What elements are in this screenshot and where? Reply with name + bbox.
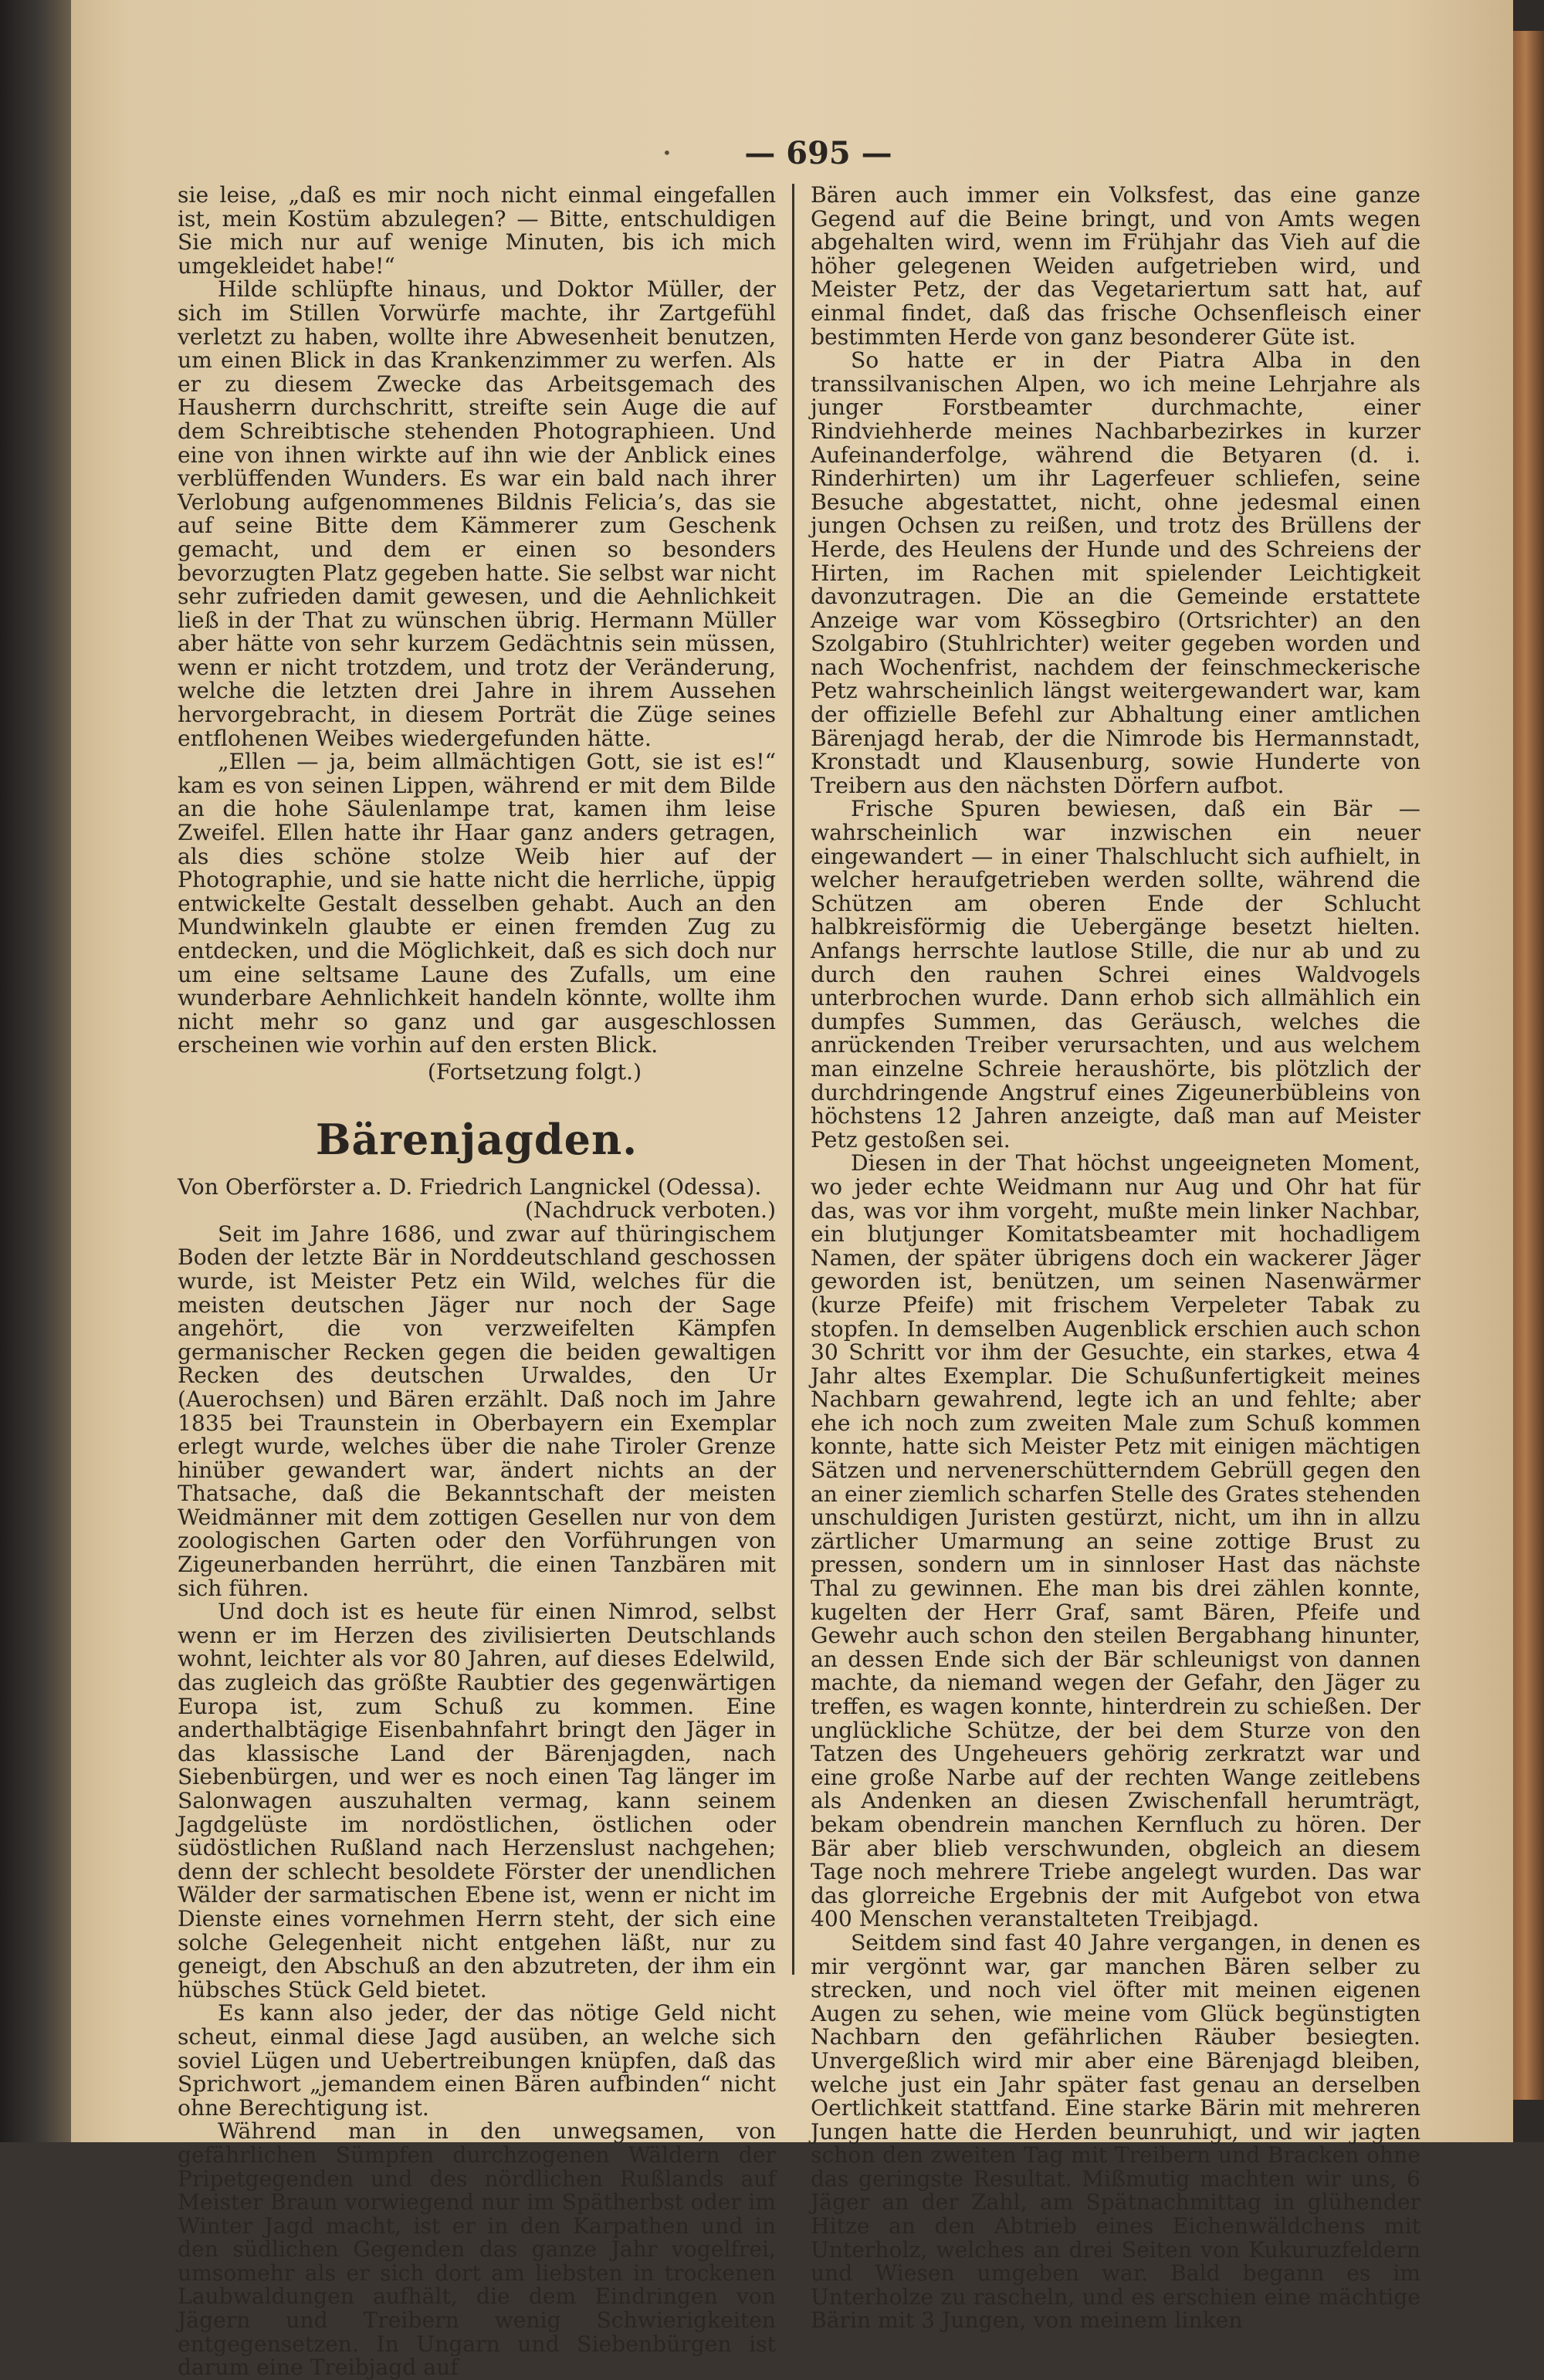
paragraph: Während man in den unwegsamen, von gefährlichen Sümpfen durchzogenen Wäldern der Pripetgegenden und des nördlichen Rußlands auf Meister Braun vorwiegend nur im Spätherbst oder im Winter Jagd macht, ist er in den Karpathen und in den südlichen Gegenden das ganze Jahr vogelfrei, umsomehr als er sich dort am liebsten in trockenen Laubwaldungen aufhält, die dem Eindringen von Jägern und Treibern wenig Schwierigkeiten entgegensetzen. In Ungarn und Siebenbürgen ist darum eine Treibjagd auf bbox=[178, 2118, 776, 2380]
paragraph: Seitdem sind fast 40 Jahre vergangen, in denen es mir vergönnt war, gar manchen Bären selber zu strecken, und noch viel öfter mit meinen eigenen Augen zu sehen, wie meine vom Glück begünstigten Nachbarn den gefährlichen Räuber besiegten. Unvergeßlich wird mir aber eine Bärenjagd bleiben, welche just ein Jahr später fast genau an derselben Oertlichkeit stattfand. Eine starke Bärin mit mehreren Jungen hatte die Herden beunruhigt, und wir jagten schon den zweiten Tag mit Treibern und Bracken ohne das geringste Resultat. Mißmutig machten wir uns, 6 Jäger an der Zahl, am Spätnachmittag in glühender Hitze an den Abtrieb eines Eichenwäldchens mit Unterholz, welches an drei Seiten von Kukuruzfeldern und Wiesen umgeben war. Bald begann es im Unterholze zu rascheln, und es erschien eine mächtige Bärin mit 3 Jungen, von meinem linken bbox=[811, 1929, 1420, 2334]
article-title: Bärenjagden. bbox=[315, 1114, 638, 1164]
paragraph: So hatte er in der Piatra Alba in den transsilvanischen Alpen, wo ich meine Lehrjahre als junger Forstbeamter durchmachte, einer Rindviehherde meines Nachbarbezirkes in kurzer Aufeinanderfolge, während die Betyaren (d. i. Rinderhirten) um ihr Lagerfeuer schliefen, seine Besuche abgestattet, nicht, ohne jedesmal einen jungen Ochsen zu reißen, und trotz des Brüllens der Herde, des Heulens der Hunde und des Schreiens der Hirten, im Rachen mit spielender Leichtigkeit davonzutragen. Die an die Gemeinde erstattete Anzeige war vom Kössegbiro (Ortsrichter) an den Szolgabiro (Stuhlrichter) weiter gegeben worden und nach Wochenfrist, nachdem der feinschmeckerische Petz wahrscheinlich längst weitergewandert war, kam der offizielle Befehl zur Abhaltung einer amtlichen Bärenjagd herab, der die Nimrode bis Hermannstadt, Kronstadt und Klausenburg, sowie Hunderte von Treibern aus den nächsten Dörfern aufbot. bbox=[811, 347, 1420, 798]
left-column bbox=[178, 184, 776, 2380]
paragraph: Bären auch immer ein Volksfest, das eine ganze Gegend auf die Beine bringt, und von Amts wegen abgehalten wird, wenn im Frühjahr das Vieh auf die höher gelegenen Weiden aufgetrieben wird, und Meister Petz, der das Vegetariertum satt hat, auf einmal findet, daß das frische Ochsenfleisch einer bestimmten Herde von ganz besonderer Güte ist. bbox=[811, 182, 1420, 350]
column-rule bbox=[792, 184, 794, 1975]
page-edge bbox=[1513, 31, 1544, 2100]
byline: Von Oberförster a. D. Friedrich Langnickel (Odessa). bbox=[178, 1173, 762, 1200]
paragraph: Frische Spuren bewiesen, daß ein Bär — wahrscheinlich war inzwischen ein neuer eingewandert — in einer Thalschlucht sich aufhielt, in welcher heraufgetrieben werden sollte, während die Schützen am oberen Ende der Schlucht halbkreisförmig die Uebergänge besetzt hielten. Anfangs herrschte lautlose Stille, die nur ab und zu durch den rauhen Schrei eines Waldvogels unterbrochen wurde. Dann erhob sich allmählich ein dumpfes Summen, das Geräusch, welches die anrückenden Treiber verursachten, und aus welchem man einzelne Schreie heraushörte, bis plötzlich der durchdringende Angstruf eines Zigeunerbübleins von höchstens 12 Jahren anzeigte, daß man auf Meister Petz gestoßen sei. bbox=[811, 796, 1420, 1153]
page-mark: • bbox=[662, 144, 672, 162]
paragraph: sie leise, „daß es mir noch nicht einmal eingefallen ist, mein Kostüm abzulegen? — Bitte, entschuldigen Sie mich nur auf wenige Minuten, bis ich mich umgekleidet habe!“ bbox=[178, 182, 776, 279]
paragraph: Und doch ist es heute für einen Nimrod, selbst wenn er im Herzen des zivilisierten Deutschlands wohnt, leichter als vor 80 Jahren, auf dieses Edelwild, das zugleich das größte Raubtier des gegenwärtigen Europa ist, zum Schuß zu kommen. Eine anderthalbtägige Eisenbahnfahrt bringt den Jäger in das klassische Land der Bärenjagden, nach Siebenbürgen, und wer es noch einen Tag länger im Salonwagen auszuhalten vermag, kann seinem Jagdgelüste im nordöstlichen, östlichen oder südöstlichen Rußland nach Herzenslust nachgehen; denn der schlecht besoldete Förster der unendlichen Wälder der sarmatischen Ebene ist, wenn er nicht im Dienste eines vornehmen Herrn steht, der sich eine solche Gelegenheit nicht entgehen läßt, nur zu geneigt, den Abschuß an den abzutreten, der ihm ein hübsches Stück Geld bietet. bbox=[178, 1599, 776, 2003]
paragraph: Hilde schlüpfte hinaus, und Doktor Müller, der sich im Stillen Vorwürfe machte, ihr Zartgefühl verletzt zu haben, wollte ihre Abwesenheit benutzen, um einen Blick in das Krankenzimmer zu werfen. Als er zu diesem Zwecke das Arbeitsgemach des Hausherrn durchschritt, streifte sein Auge die auf dem Schreibtische stehenden Photographieen. Und eine von ihnen wirkte auf ihn wie der Anblick eines verblüffenden Wunders. Es war ein bald nach ihrer Verlobung aufgenommenes Bildnis Felicia’s, das sie auf seine Bitte dem Kämmerer zum Geschenk gemacht, und dem er einen so besonders bevorzugten Platz gegeben hatte. Sie selbst war nicht sehr zufrieden damit gewesen, und die Aehnlichkeit ließ in der That zu wünschen übrig. Hermann Müller aber hätte von sehr kurzem Gedächtnis sein müssen, wenn er nicht trotzdem, und trotz der Veränderung, welche die letzten drei Jahre in ihrem Aussehen hervorgebracht, in diesem Porträt die Züge seines entflohenen Weibes wiedergefunden hätte. bbox=[178, 276, 776, 751]
continuation-note: (Fortsetzung folgt.) bbox=[427, 1058, 642, 1085]
paragraph: Seit im Jahre 1686, und zwar auf thüringischem Boden der letzte Bär in Norddeutschland geschossen wurde, ist Meister Petz ein Wild, welches für die meisten deutschen Jäger nur noch der Sage angehört, die von verzweifelten Kämpfen germanischer Recken gegen die beiden gewaltigen Recken des deutschen Urwaldes, den Ur (Auerochsen) und Bären erzählt. Daß noch im Jahre 1835 bei Traunstein in Oberbayern ein Exemplar erlegt wurde, welches über die nahe Tiroler Grenze hinüber gewandert war, ändert nichts an der Thatsache, daß die Bekanntschaft der meisten Weidmänner mit dem zottigen Gesellen nur von dem zoologischen Garten oder den Vorführungen von Zigeunerbanden herrührt, die einen Tanzbären mit sich führen. bbox=[178, 1220, 776, 1601]
page-number: — 695 — bbox=[744, 135, 892, 171]
right-column bbox=[811, 184, 1420, 2333]
reprint-notice: (Nachdruck verboten.) bbox=[524, 1197, 776, 1224]
paragraph: Diesen in der That höchst ungeeigneten Moment, wo jeder echte Weidmann nur Aug und Ohr hat für das, was vor ihm vorgeht, mußte mein linker Nachbar, ein blutjunger Komitatsbeamter mit hochadligem Namen, der später übrigens doch ein wackerer Jäger geworden ist, benützen, um seinen Nasenwärmer (kurze Pfeife) mit frischem Verpeleter Tabak zu stopfen. In demselben Augenblick erschien auch schon 30 Schritt vor ihm der Gesuchte, ein starkes, etwa 4 Jahr altes Exemplar. Die Schußunfertigkeit meines Nachbarn gewahrend, legte ich an und fehlte; aber ehe ich noch zum zweiten Male zum Schuß kommen konnte, hatte sich Meister Petz mit einigen mächtigen Sätzen und nervenerschütterndem Gebrüll gegen den an einer ziemlich scharfen Stelle des Grates stehenden unschuldigen Juristen gestürzt, nicht, um ihn in allzu zärtlicher Umarmung an seine zottige Brust zu pressen, sondern um in sinnloser Hast das nächste Thal zu gewinnen. Ehe man bis drei zählen konnte, kugelten der Herr Graf, samt Bären, Pfeife und Gewehr auch schon den steilen Bergabhang hinunter, an dessen Ende sich der Bär schleunigst von dannen machte, da niemand wegen der Gefahr, den Jäger zu treffen, es wagen konnte, hinterdrein zu schießen. Der unglückliche Schütze, der bei dem Sturze von den Tatzen des Ungeheuers gehörig zerkratzt war und eine große Narbe auf der rechten Wange zeitlebens als Andenken an diesen Zwischenfall herumträgt, bekam obendrein manchen Kernfluch zu hören. Der Bär aber blieb verschwunden, obgleich an diesem Tage noch mehrere Triebe angelegt wurden. Das war das glorreiche Ergebnis der mit Aufgebot von etwa 400 Menschen veranstalteten Treibjagd. bbox=[811, 1150, 1420, 1932]
paragraph: „Ellen — ja, beim allmächtigen Gott, sie ist es!“ kam es von seinen Lippen, während er mit dem Bilde an die hohe Säulenlampe trat, kamen ihm leise Zweifel. Ellen hatte ihr Haar ganz anders getragen, als dies schöne stolze Weib hier auf der Photographie, und sie hatte nicht die herrliche, üppig entwickelte Gestalt desselben gehabt. Auch an den Mundwinkeln glaubte er einen fremden Zug zu entdecken, und die Möglichkeit, daß es sich doch nur um eine seltsame Laune des Zufalls, um eine wunderbare Aehnlichkeit handeln könnte, wollte ihm nicht mehr so ganz und gar ausgeschlossen erscheinen wie vorhin auf den ersten Blick. bbox=[178, 749, 776, 1058]
paragraph: Es kann also jeder, der das nötige Geld nicht scheut, einmal diese Jagd ausüben, an welche sich soviel Lügen und Uebertreibungen knüpfen, daß das Sprichwort „jemandem einen Bären aufbinden“ nicht ohne Berechtigung ist. bbox=[178, 2000, 776, 2121]
book-binding bbox=[0, 0, 71, 2142]
